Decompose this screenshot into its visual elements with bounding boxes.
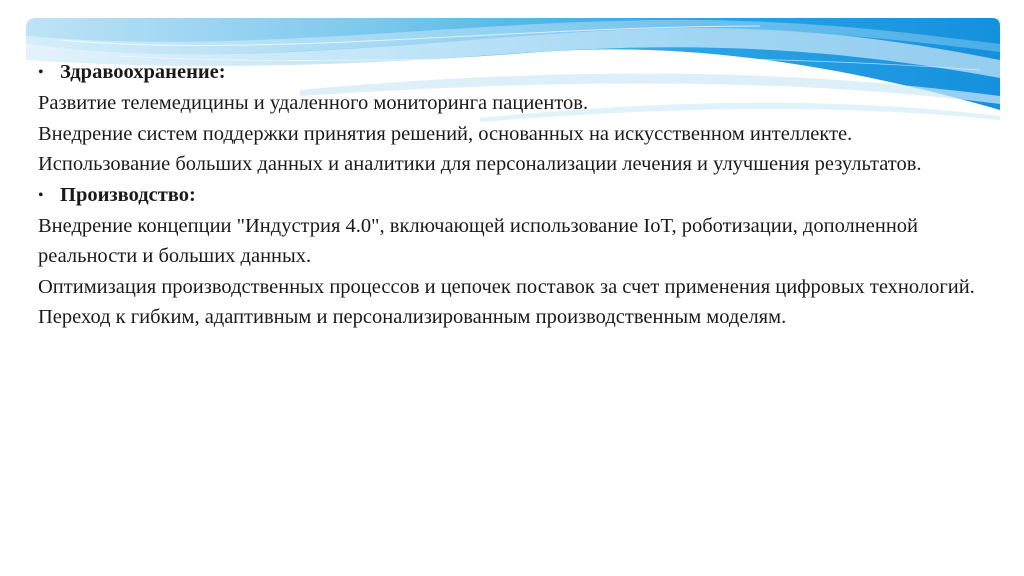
section-heading-manufacturing	[38, 180, 998, 211]
body-line: Использование больших данных и аналитики для персонализации лечения и улучшения результатов.	[38, 153, 922, 176]
bullet-marker: •	[38, 186, 44, 204]
body-line: Оптимизация производственных процессов и цепочек поставок за счет применения цифровых технологий.	[38, 275, 975, 298]
body-line: Переход к гибким, адаптивным и персонализированным производственным моделям.	[38, 306, 787, 329]
slide-content	[38, 57, 998, 333]
body-line: Внедрение концепции "Индустрия 4.0", включающей использование IoT, роботизации, дополненной реальности и больших данных.	[38, 215, 919, 268]
heading-text: Производство:	[60, 183, 196, 206]
body-line: Развитие телемедицины и удаленного мониторинга пациентов.	[38, 92, 589, 115]
section-heading-healthcare	[38, 57, 998, 88]
body-line: Внедрение систем поддержки принятия решений, основанных на искусственном интеллекте.	[38, 122, 853, 145]
heading-text: Здравоохранение:	[60, 61, 226, 83]
bullet-marker: •	[38, 64, 44, 81]
